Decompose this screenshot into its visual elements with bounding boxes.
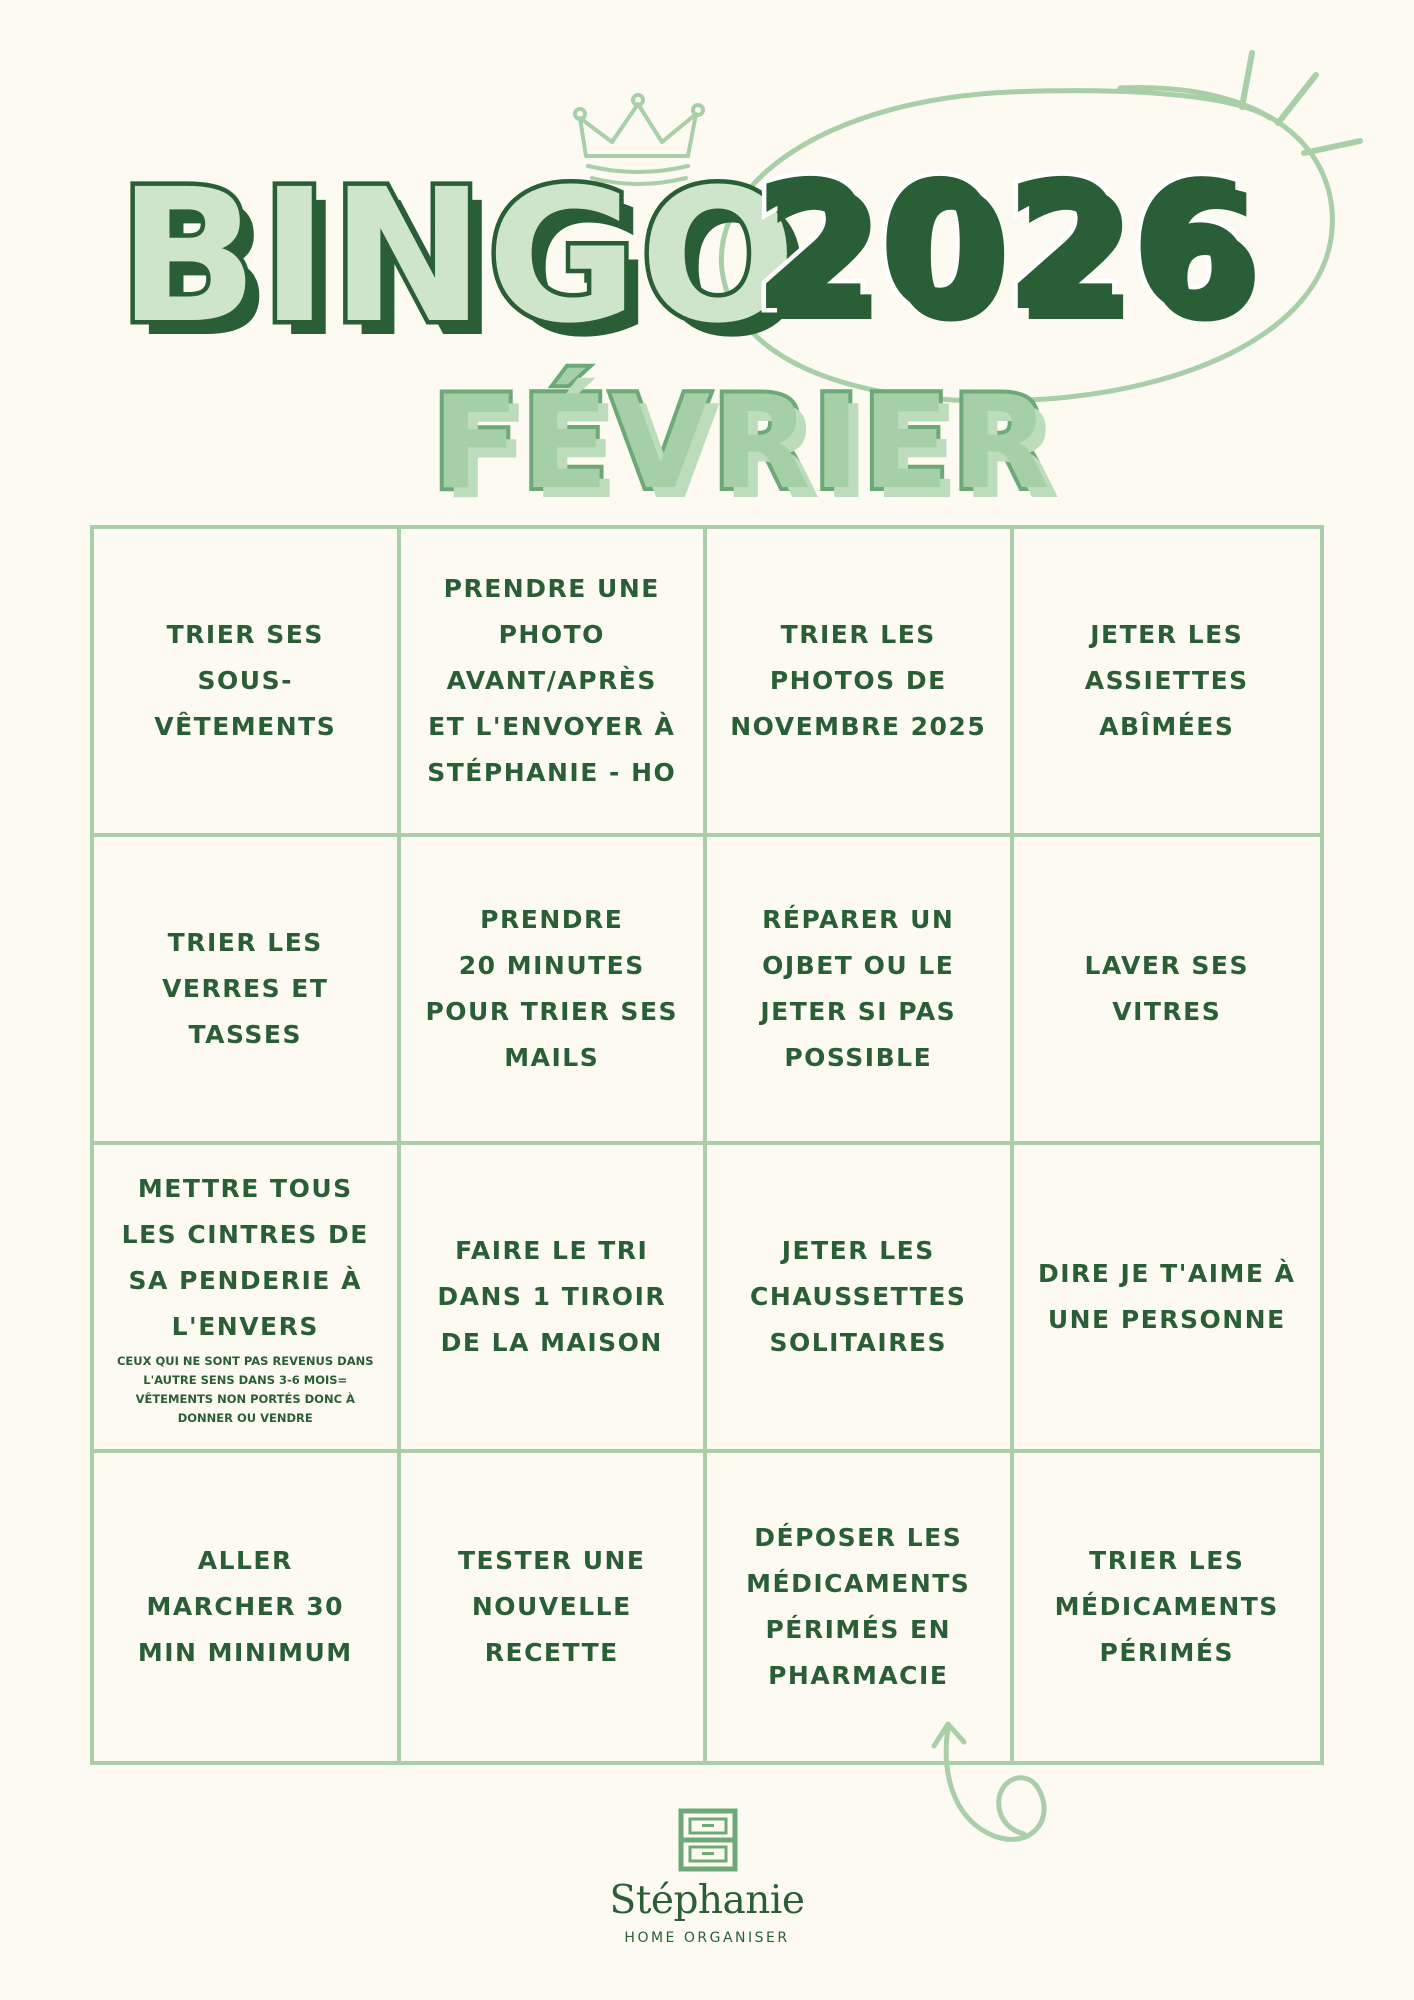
bingo-cell-text: LAVER SES VITRES bbox=[1084, 951, 1250, 1026]
bingo-cell[interactable] bbox=[707, 529, 1014, 837]
bingo-cell[interactable] bbox=[401, 1145, 708, 1453]
title-year: 2026 bbox=[752, 143, 1256, 350]
brand-name: Stéphanie bbox=[609, 1878, 805, 1923]
bingo-cell[interactable] bbox=[401, 837, 708, 1145]
drawer-cabinet-icon bbox=[678, 1808, 738, 1872]
bingo-cell[interactable] bbox=[707, 837, 1014, 1145]
bingo-cell-text: METTRE TOUS LES CINTRES DE SA PENDERIE À L'ENVERS bbox=[121, 1174, 369, 1341]
bingo-cell-text: JETER LES CHAUSSETTES SOLITAIRES bbox=[750, 1236, 967, 1357]
bingo-cell[interactable] bbox=[707, 1145, 1014, 1453]
bingo-cell-text: TRIER LES VERRES ET TASSES bbox=[162, 928, 329, 1049]
bingo-cell[interactable] bbox=[94, 1145, 401, 1453]
bingo-cell-text: TRIER LES PHOTOS DE NOVEMBRE 2025 bbox=[730, 620, 987, 741]
bingo-cell-text: DÉPOSER LES MÉDICAMENTS PÉRIMÉS EN PHARMACIE bbox=[746, 1523, 971, 1690]
title-month: FÉVRIER bbox=[432, 369, 1053, 518]
bingo-cell-text: PRENDRE 20 MINUTES POUR TRIER SES MAILS bbox=[425, 905, 679, 1072]
bingo-cell-text: DIRE JE T'AIME À UNE PERSONNE bbox=[1037, 1259, 1296, 1334]
bingo-cell[interactable] bbox=[1014, 837, 1321, 1145]
bingo-cell-text: TRIER LES MÉDICAMENTS PÉRIMÉS bbox=[1054, 1546, 1279, 1667]
bingo-cell[interactable] bbox=[94, 1453, 401, 1761]
bingo-cell[interactable] bbox=[401, 1453, 708, 1761]
bingo-cell-text: RÉPARER UN OJBET OU LE JETER SI PAS POSSIBLE bbox=[760, 905, 957, 1072]
bingo-cell[interactable] bbox=[94, 529, 401, 837]
title-bingo: BINGO bbox=[118, 150, 799, 364]
bingo-cell-note: CEUX QUI NE SONT PAS REVENUS DANS L'AUTRE SENS DANS 3-6 MOIS= VÊTEMENTS NON PORTÉS DONC À DONNER OU VENDRE bbox=[116, 1354, 374, 1425]
bingo-cell-text: FAIRE LE TRI DANS 1 TIROIR DE LA MAISON bbox=[437, 1236, 667, 1357]
bingo-cell[interactable] bbox=[1014, 1145, 1321, 1453]
bingo-cell[interactable] bbox=[1014, 529, 1321, 837]
bingo-cell-text: ALLER MARCHER 30 MIN MINIMUM bbox=[137, 1546, 353, 1667]
bingo-cell[interactable] bbox=[94, 837, 401, 1145]
bingo-cell-text: TESTER UNE NOUVELLE RECETTE bbox=[457, 1546, 646, 1667]
bingo-cell-text: PRENDRE UNE PHOTO AVANT/APRÈS ET L'ENVOYER À STÉPHANIE - HO bbox=[427, 574, 677, 787]
bingo-grid bbox=[90, 525, 1324, 1765]
curly-arrow-icon bbox=[920, 1708, 1070, 1858]
bingo-cell-text: TRIER SES SOUS- VÊTEMENTS bbox=[154, 620, 337, 741]
brand-tagline: HOME ORGANISER bbox=[624, 1930, 790, 1946]
bingo-cell-text: JETER LES ASSIETTES ABÎMÉES bbox=[1084, 620, 1249, 741]
bingo-cell[interactable] bbox=[401, 529, 708, 837]
